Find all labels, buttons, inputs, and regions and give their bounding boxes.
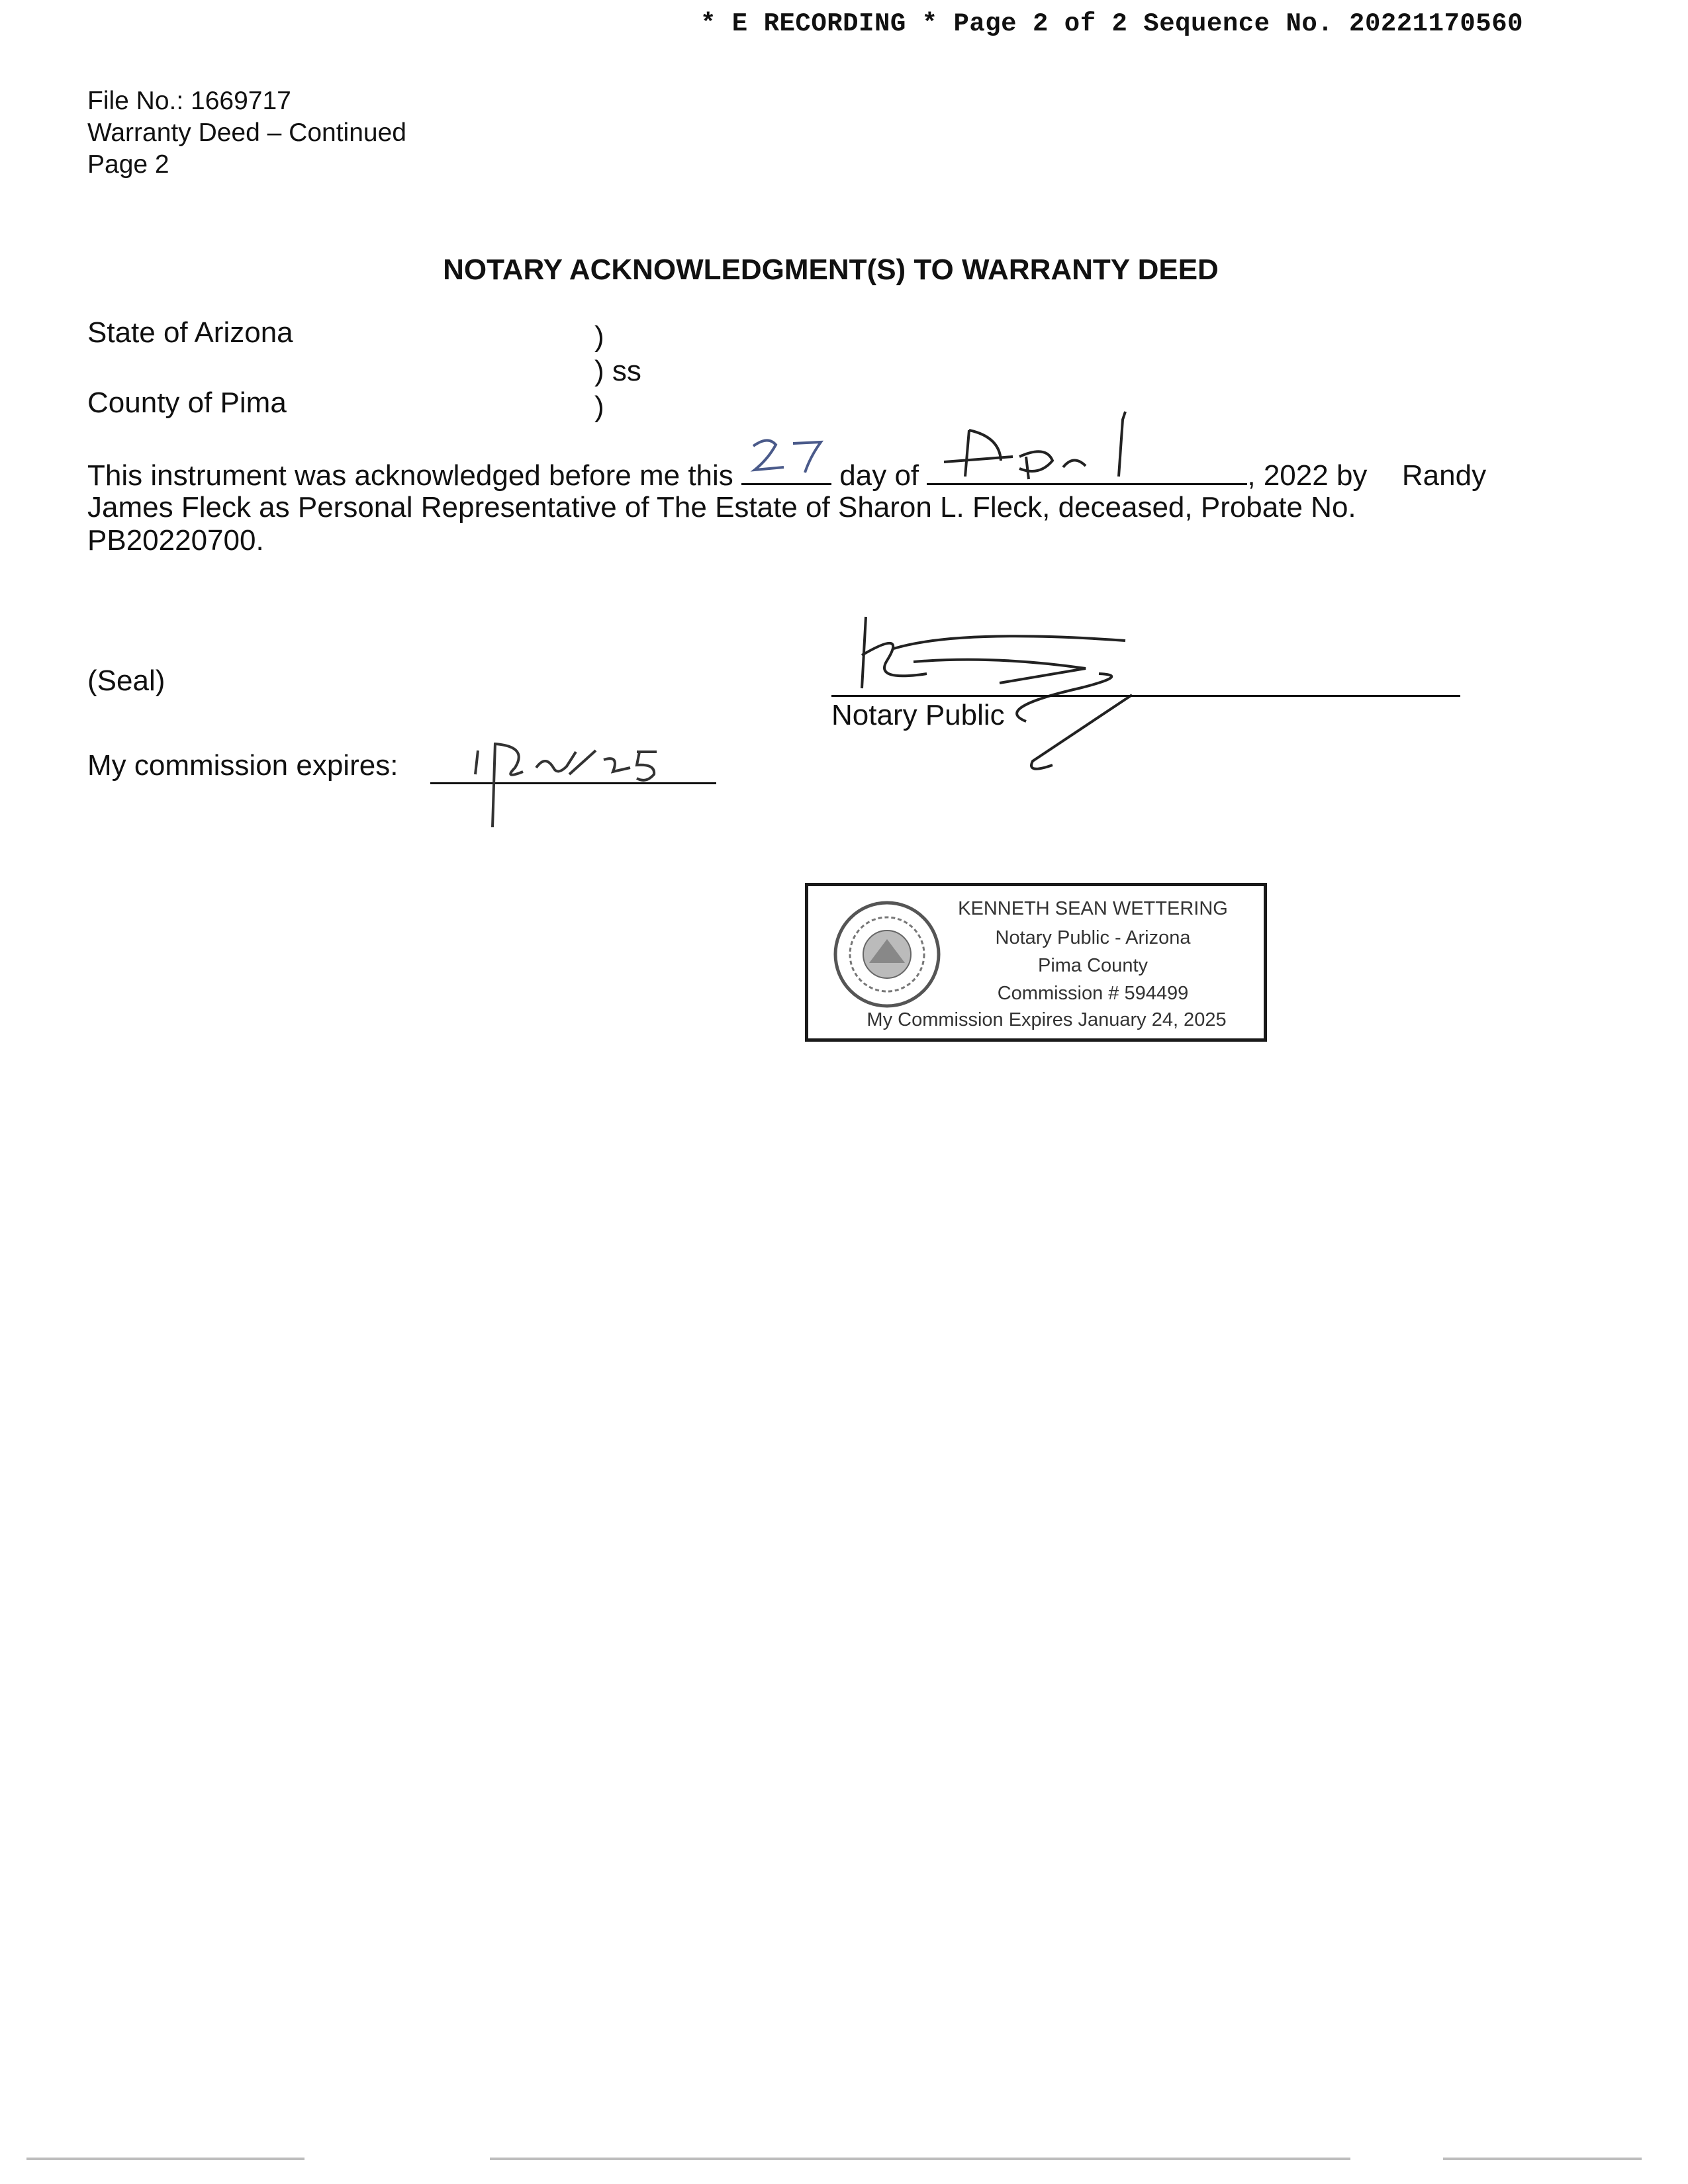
notary-signature [827, 609, 1172, 774]
acknowledgment-line-1 [87, 410, 1487, 492]
signature-line [831, 695, 1460, 697]
acknowledgment-line-3: PB20220700. [87, 524, 264, 557]
recording-header: * E RECORDING * Page 2 of 2 Sequence No. 20221170560 [700, 9, 1523, 38]
day-blank [741, 457, 831, 485]
ack-name-first: Randy [1401, 459, 1487, 492]
month-blank [927, 410, 1247, 485]
handwritten-commission-date [463, 735, 688, 834]
stamp-commission: Commission # 594499 [997, 983, 1189, 1004]
document-title: Warranty Deed – Continued [87, 118, 406, 147]
venue-paren-top: ) [594, 320, 604, 353]
page-label: Page 2 [87, 150, 169, 179]
acknowledgment-line-2: James Fleck as Personal Representative of The Estate of Sharon L. Fleck, deceased, Probate No. [87, 491, 1356, 523]
handwritten-month [927, 410, 1244, 483]
venue-ss: ) ss [594, 355, 641, 387]
notary-public-label: Notary Public [831, 699, 1005, 731]
month-value: April [927, 410, 929, 411]
commission-expires-label: My commission expires: [87, 749, 399, 782]
ack-day-of: day of [839, 459, 919, 492]
seal-label: (Seal) [87, 664, 165, 697]
scan-artifact-center [490, 2158, 1350, 2160]
stamp-title: Notary Public - Arizona [995, 927, 1191, 948]
ack-year-by: , 2022 by [1247, 459, 1368, 492]
handwritten-day [741, 433, 834, 479]
venue-state: State of Arizona [87, 316, 293, 349]
venue-paren-bottom: ) [594, 390, 604, 423]
stamp-expires: My Commission Expires January 24, 2025 [867, 1009, 1227, 1030]
file-number: File No.: 1669717 [87, 87, 291, 115]
venue-county: County of Pima [87, 387, 287, 419]
stamp-county: Pima County [1037, 955, 1148, 976]
notary-title: NOTARY ACKNOWLEDGMENT(S) TO WARRANTY DEED [443, 253, 1219, 286]
scan-artifact-left [26, 2158, 305, 2160]
notary-stamp [805, 883, 1267, 1042]
ack-intro: This instrument was acknowledged before me this [87, 459, 733, 492]
stamp-name: KENNETH SEAN WETTERING [958, 898, 1228, 919]
scan-artifact-right [1443, 2158, 1642, 2160]
